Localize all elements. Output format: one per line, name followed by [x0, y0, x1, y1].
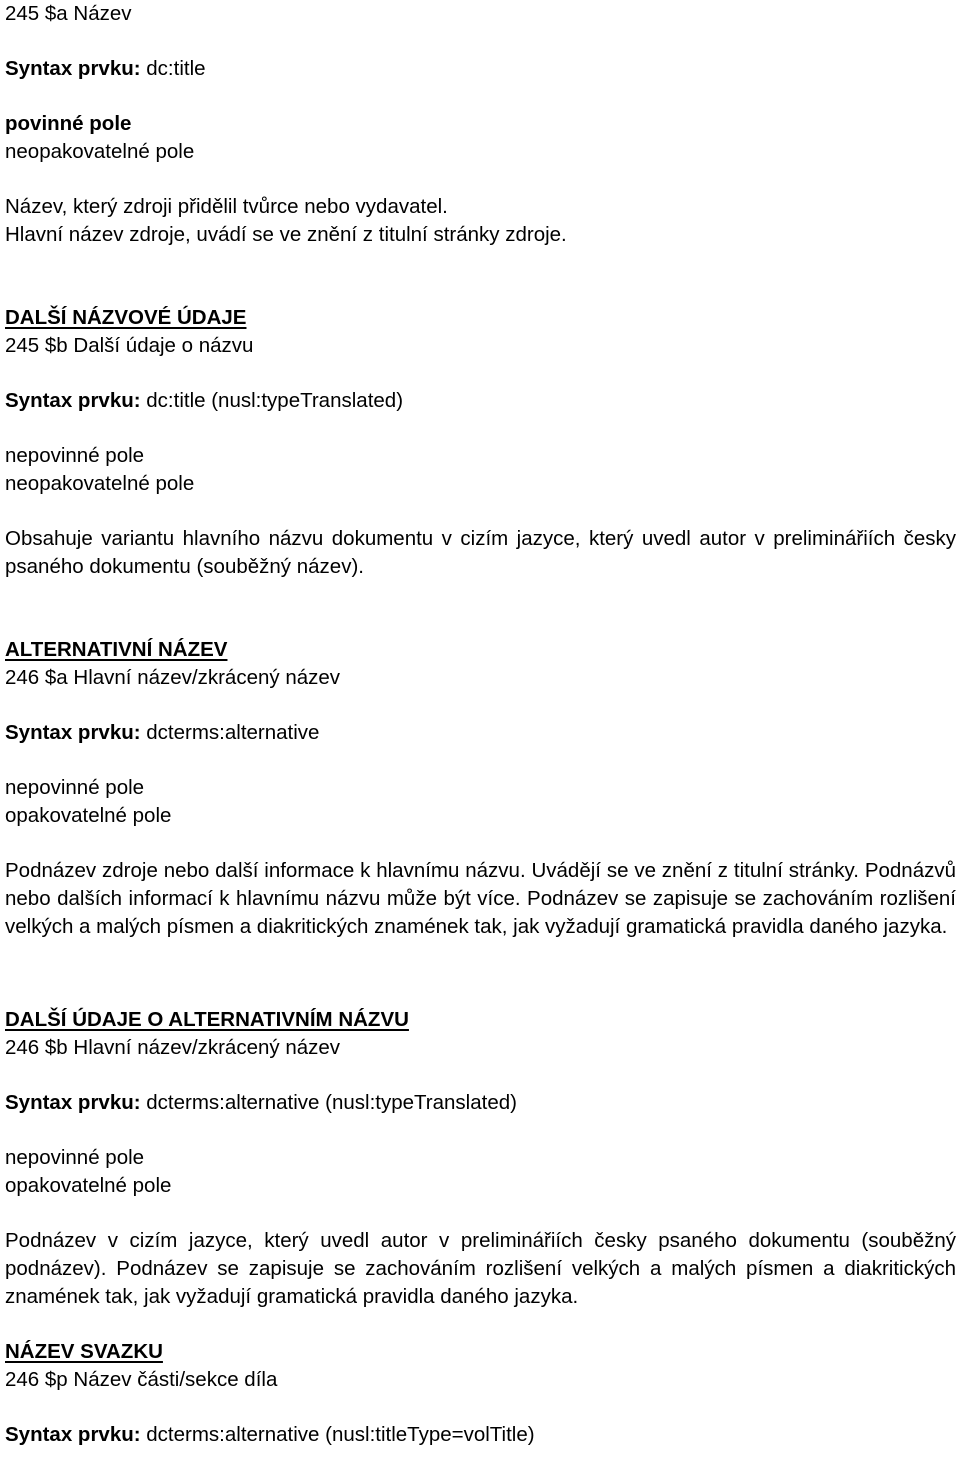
section-heading: NÁZEV SVAZKU: [5, 1340, 163, 1363]
required-flag: nepovinné pole: [5, 1146, 145, 1169]
description-paragraph: Podnázev zdroje nebo další informace k hlavnímu názvu. Uvádějí se ve znění z titulní stránky. Podnázvů nebo dalších informací k hlavnímu názvu může být více. Podnázev se zapisuje se zachováním rozlišení velkých a malých písmen a diakritických znamének tak, jak vyžadují gramatická pravidla daného jazyka.: [5, 859, 956, 938]
syntax-label: Syntax prvku:: [5, 389, 141, 412]
description-line: Název, který zdroji přidělil tvůrce nebo vydavatel.: [5, 195, 448, 218]
document-page: [5, 0, 956, 1449]
section-heading: DALŠÍ NÁZVOVÉ ÚDAJE: [5, 306, 247, 329]
syntax-value: dc:title (nusl:typeTranslated): [140, 389, 404, 412]
repeatable-flag: opakovatelné pole: [5, 804, 172, 827]
syntax-value: dcterms:alternative: [140, 721, 320, 744]
field-code: 246 $p Název části/sekce díla: [5, 1368, 278, 1391]
field-code: 245 $b Další údaje o názvu: [5, 334, 254, 357]
field-code: 245 $a Název: [5, 2, 132, 25]
syntax-label: Syntax prvku:: [5, 1091, 141, 1114]
description-paragraph: Podnázev v cizím jazyce, který uvedl autor v preliminářiích česky psaného dokumentu (souběžný podnázev). Podnázev se zapisuje se zachováním rozlišení velkých a malých písmen a diakritických znamének tak, jak vyžadují gramatická pravidla daného jazyka.: [5, 1229, 956, 1308]
syntax-value: dcterms:alternative (nusl:titleType=volTitle): [140, 1423, 535, 1446]
field-code: 246 $a Hlavní název/zkrácený název: [5, 666, 341, 689]
syntax-line: [5, 1089, 956, 1117]
description-paragraph: Obsahuje variantu hlavního názvu dokumentu v cizím jazyce, který uvedl autor v preliminářiích česky psaného dokumentu (souběžný název).: [5, 527, 956, 578]
syntax-line: [5, 55, 956, 83]
syntax-value: dc:title: [140, 57, 206, 80]
description-line: Hlavní název zdroje, uvádí se ve znění z titulní stránky zdroje.: [5, 223, 567, 246]
syntax-line: [5, 1421, 956, 1449]
syntax-line: [5, 387, 956, 415]
repeatable-flag: neopakovatelné pole: [5, 472, 195, 495]
required-flag: nepovinné pole: [5, 444, 145, 467]
section-heading: DALŠÍ ÚDAJE O ALTERNATIVNÍM NÁZVU: [5, 1008, 409, 1031]
repeatable-flag: neopakovatelné pole: [5, 140, 195, 163]
syntax-value: dcterms:alternative (nusl:typeTranslated): [140, 1091, 517, 1114]
required-flag: nepovinné pole: [5, 776, 145, 799]
syntax-label: Syntax prvku:: [5, 721, 141, 744]
section-heading: ALTERNATIVNÍ NÁZEV: [5, 638, 228, 661]
field-code: 246 $b Hlavní název/zkrácený název: [5, 1036, 341, 1059]
repeatable-flag: opakovatelné pole: [5, 1174, 172, 1197]
required-flag: povinné pole: [5, 112, 132, 135]
syntax-label: Syntax prvku:: [5, 57, 141, 80]
syntax-line: [5, 719, 956, 747]
syntax-label: Syntax prvku:: [5, 1423, 141, 1446]
